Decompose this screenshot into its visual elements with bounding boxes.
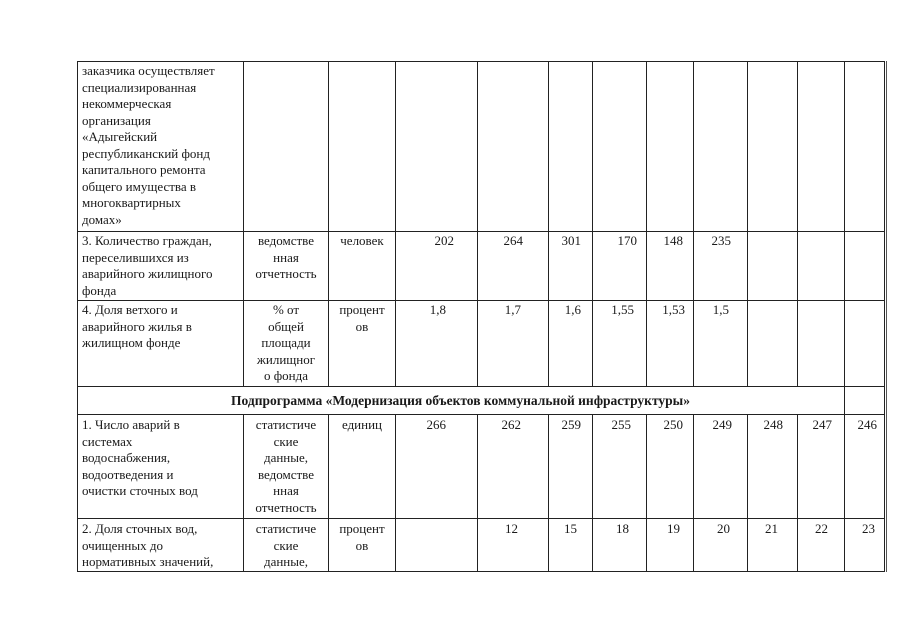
row-divider <box>77 300 885 301</box>
indicator-name-cell: 3. Количество граждан, переселившихся из аварийного жилищного фонда <box>82 233 213 298</box>
value-cell: 248 <box>763 417 783 432</box>
col-divider <box>548 61 549 386</box>
unit-cell: единиц <box>341 417 383 432</box>
org-name-cell: заказчика осуществляет специализированная некоммерческая организация «Адыгейский республиканский фонд капитального ремонта общего имущества в многоквартирных домах» <box>82 63 215 227</box>
source-cell: статистиче ские данные, ведомстве нная отчетность <box>255 417 317 515</box>
value-cell: 1,8 <box>429 302 446 317</box>
value-cell: 266 <box>426 417 446 432</box>
value-cell: 1,53 <box>662 302 685 317</box>
value-cell: 247 <box>812 417 832 432</box>
subprogram-heading: Подпрограмма «Модернизация объектов коммунальной инфраструктуры» <box>231 393 690 408</box>
col-divider <box>844 414 845 572</box>
col-divider <box>797 414 798 572</box>
value-cell: 23 <box>862 521 875 536</box>
col-divider <box>477 61 478 386</box>
col-divider <box>693 61 694 386</box>
table-edge-line <box>886 61 887 572</box>
value-cell: 246 <box>857 417 877 432</box>
row-divider <box>77 414 885 415</box>
unit-cell: процент ов <box>339 302 385 334</box>
row-divider <box>77 231 885 232</box>
source-cell: % от общей площади жилищног о фонда <box>256 302 316 383</box>
col-divider <box>592 61 593 386</box>
value-cell: 262 <box>501 417 521 432</box>
col-divider <box>477 414 478 572</box>
col-divider <box>646 414 647 572</box>
value-cell: 264 <box>503 233 523 248</box>
col-divider <box>693 414 694 572</box>
value-cell: 15 <box>564 521 577 536</box>
col-divider <box>844 61 845 386</box>
value-cell: 18 <box>616 521 629 536</box>
value-cell: 148 <box>663 233 683 248</box>
indicator-name-cell: 2. Доля сточных вод, очищенных до нормативных значений, <box>82 521 214 569</box>
value-cell: 170 <box>617 233 637 248</box>
value-cell: 1,7 <box>504 302 521 317</box>
col-divider <box>548 414 549 572</box>
value-cell: 301 <box>561 233 581 248</box>
value-cell: 249 <box>712 417 732 432</box>
value-cell: 1,6 <box>564 302 581 317</box>
col-divider <box>844 386 845 414</box>
value-cell: 1,55 <box>611 302 634 317</box>
col-divider <box>592 414 593 572</box>
indicator-name-cell: 4. Доля ветхого и аварийного жилья в жилищном фонде <box>82 302 192 350</box>
row-divider <box>77 386 885 387</box>
unit-cell: процент ов <box>339 521 385 553</box>
row-divider <box>77 518 885 519</box>
col-divider <box>328 61 329 386</box>
value-cell: 21 <box>765 521 778 536</box>
col-divider <box>747 61 748 386</box>
col-divider <box>646 61 647 386</box>
value-cell: 202 <box>434 233 454 248</box>
value-cell: 235 <box>711 233 731 248</box>
value-cell: 1,5 <box>712 302 729 317</box>
col-divider <box>747 414 748 572</box>
indicator-name-cell: 1. Число аварий в системах водоснабжения, водоотведения и очистки сточных вод <box>82 417 198 498</box>
value-cell: 22 <box>815 521 828 536</box>
col-divider <box>395 61 396 386</box>
source-cell: статистиче ские данные, <box>255 521 317 569</box>
value-cell: 250 <box>663 417 683 432</box>
col-divider <box>395 414 396 572</box>
unit-cell: человек <box>340 233 384 248</box>
value-cell: 19 <box>667 521 680 536</box>
value-cell: 259 <box>561 417 581 432</box>
col-divider <box>797 61 798 386</box>
source-cell: ведомстве нная отчетность <box>255 233 317 281</box>
value-cell: 20 <box>717 521 730 536</box>
value-cell: 12 <box>505 521 518 536</box>
value-cell: 255 <box>611 417 631 432</box>
